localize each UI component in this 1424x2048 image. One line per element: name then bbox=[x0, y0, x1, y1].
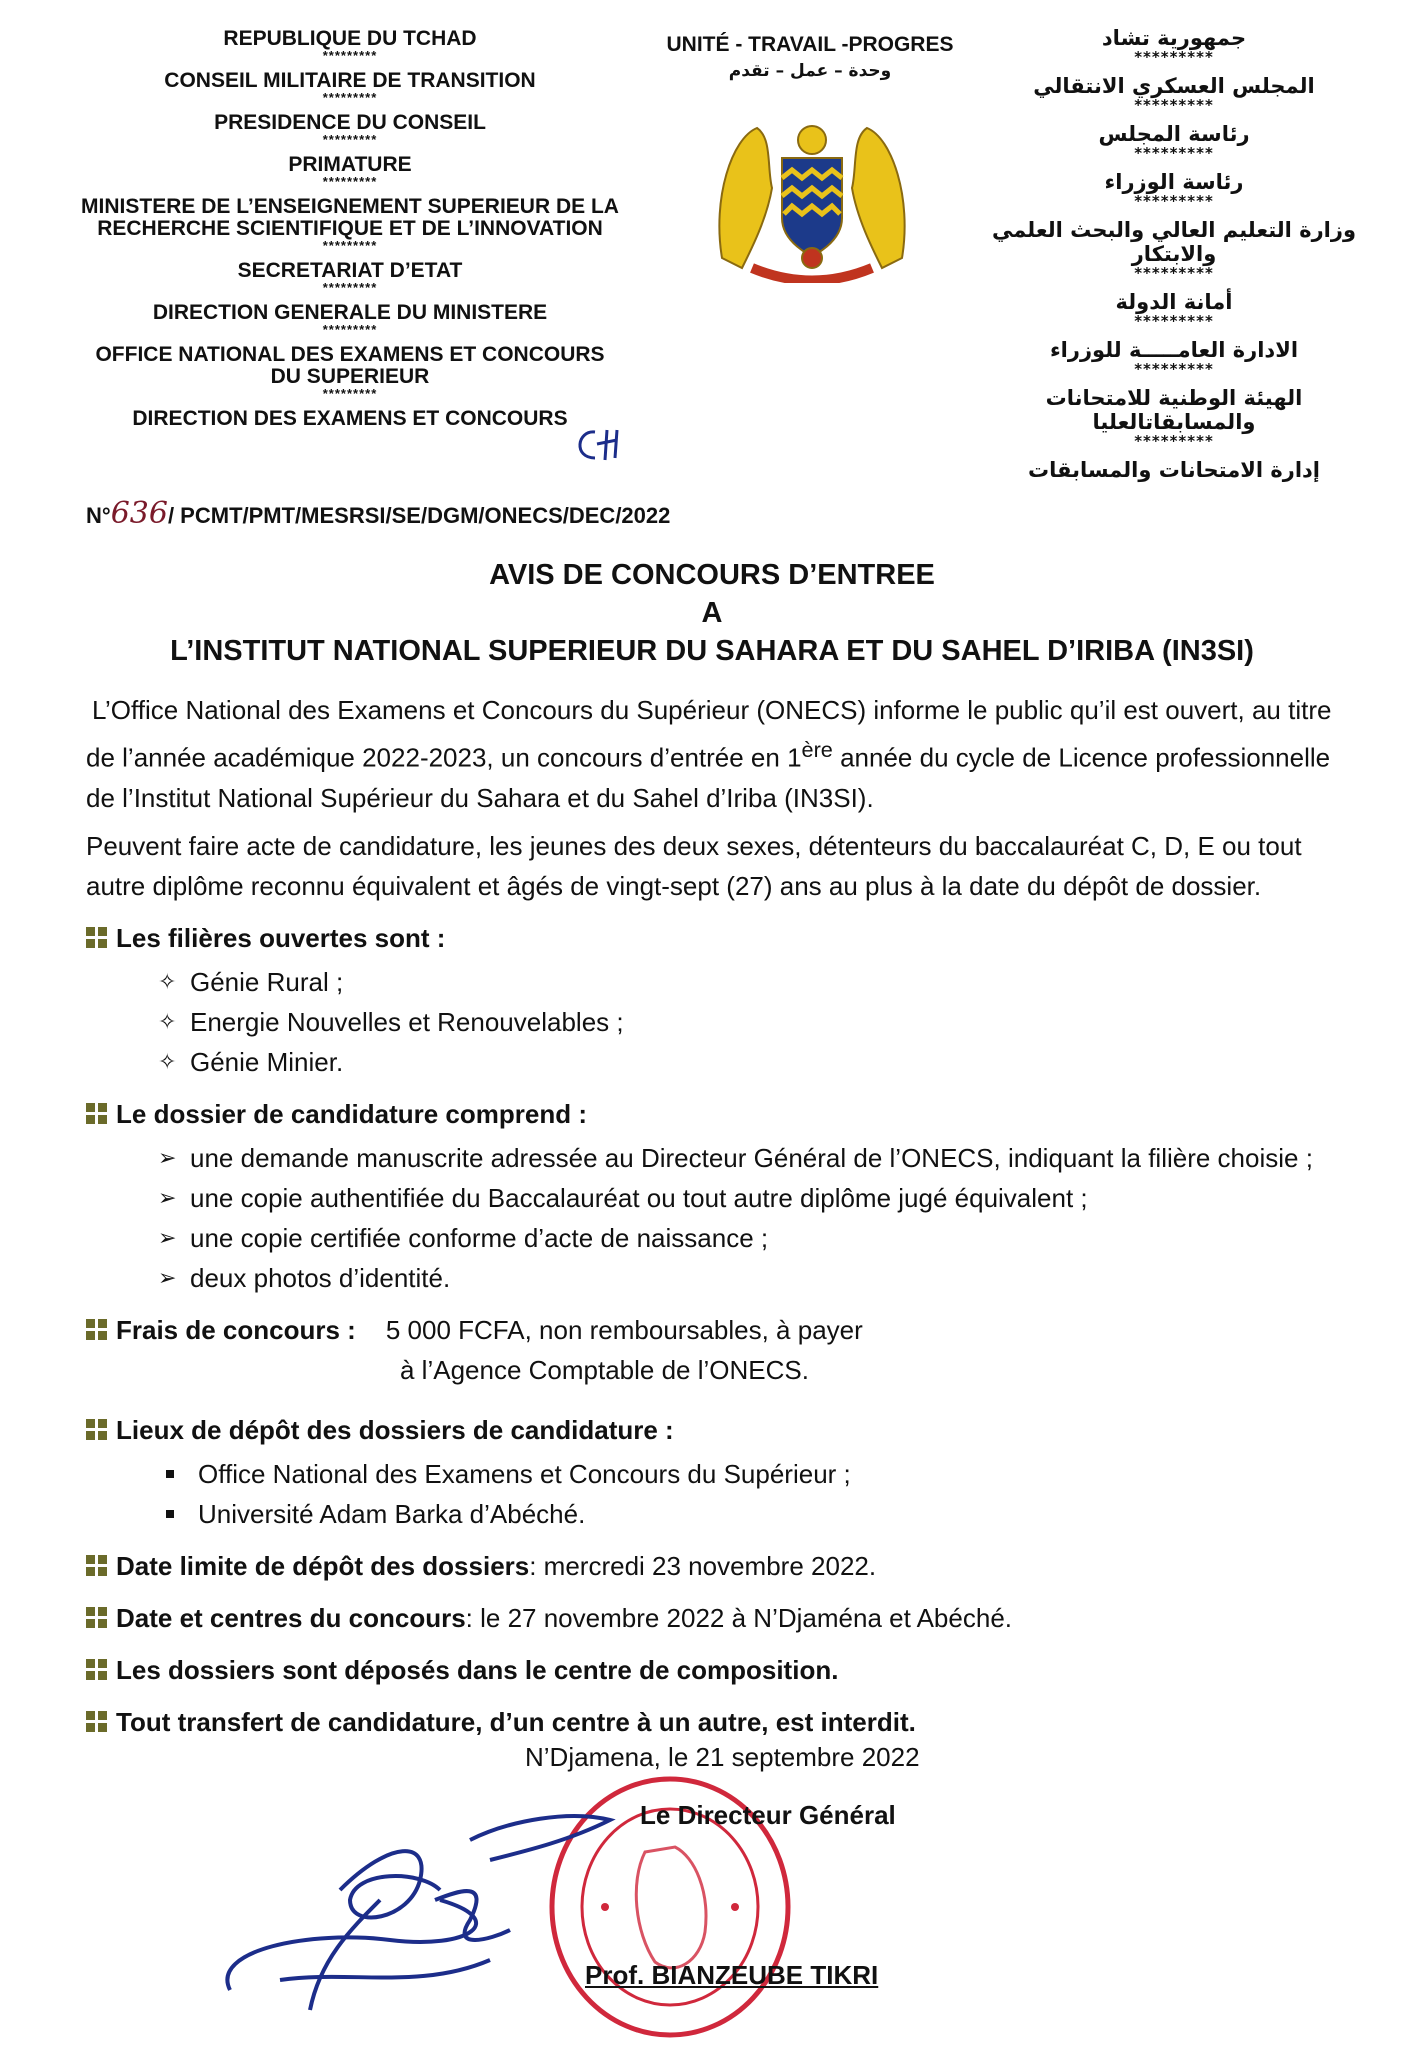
exam-date-value: : le 27 novembre 2022 à N’Djaména et Abéché. bbox=[465, 1602, 1012, 1633]
header-line-ar: الادارة العامـــــة للوزراء bbox=[1049, 338, 1299, 362]
separator: ********* bbox=[322, 280, 378, 295]
list-item bbox=[158, 962, 1346, 1002]
section-marker-icon bbox=[86, 1319, 108, 1341]
separator: ********* bbox=[322, 132, 378, 147]
list-item-text: Génie Minier. bbox=[190, 1046, 344, 1077]
section-title: Date et centres du concours bbox=[116, 1602, 466, 1633]
ref-prefix: N° bbox=[86, 503, 111, 528]
section-title: Frais de concours : bbox=[116, 1314, 356, 1345]
list-item bbox=[158, 1138, 1346, 1178]
header-line: DIRECTION GENERALE DU MINISTERE bbox=[152, 301, 548, 324]
separator: ********* bbox=[322, 322, 378, 337]
national-motto bbox=[650, 32, 970, 84]
list-item-text: Office National des Examens et Concours du Supérieur ; bbox=[198, 1458, 851, 1489]
exam-date-section bbox=[86, 1598, 1346, 1638]
separator: ********* bbox=[1134, 144, 1214, 162]
fees-section bbox=[86, 1310, 1346, 1350]
section-marker-icon bbox=[86, 1419, 108, 1441]
handwritten-mark-icon bbox=[565, 420, 625, 470]
header-line-ar: إدارة الامتحانات والمسابقات bbox=[1027, 458, 1321, 482]
header-line: CONSEIL MILITAIRE DE TRANSITION bbox=[164, 69, 536, 92]
header-line-ar: رئاسة المجلس bbox=[1098, 122, 1250, 146]
fees-amount: 5 000 FCFA, non remboursables, à payer bbox=[385, 1314, 863, 1345]
intro-text: année du cycle de Licence professionnelle de l’Institut National Supérieur du Sahara et du Sahel d’Iriba (IN3SI). bbox=[86, 742, 1331, 813]
ref-code: / PCMT/PMT/MESRSI/SE/DGM/ONECS/DEC/2022 bbox=[167, 503, 671, 528]
star-bullet-icon: ✧ bbox=[158, 968, 177, 994]
list-item bbox=[158, 1002, 1346, 1042]
handwritten-signature-icon bbox=[190, 1780, 630, 2040]
header-line: DIRECTION DES EXAMENS ET CONCOURS bbox=[132, 407, 568, 430]
filieres-list bbox=[158, 962, 1346, 1082]
list-item-text: une copie authentifiée du Baccalauréat ou tout autre diplôme jugé équivalent ; bbox=[190, 1182, 1088, 1213]
list-item bbox=[158, 1454, 1346, 1494]
intro-sup: ère bbox=[801, 737, 833, 762]
fees-payee: à l’Agence Comptable de l’ONECS. bbox=[400, 1354, 809, 1385]
header-right bbox=[974, 26, 1374, 482]
section-title: Le dossier de candidature comprend : bbox=[116, 1098, 587, 1129]
eligibility-paragraph: Peuvent faire acte de candidature, les jeunes des deux sexes, détenteurs du baccalauréat C, D, E ou tout autre diplôme reconnu équivalent et âgés de vingt-sept (27) ans au plus à la date du dépôt de dossier. bbox=[86, 830, 1302, 901]
separator: ********* bbox=[322, 238, 378, 253]
separator: ********* bbox=[322, 386, 378, 401]
section-heading bbox=[86, 1410, 1346, 1450]
section-title: Lieux de dépôt des dossiers de candidature : bbox=[116, 1414, 674, 1445]
list-item bbox=[158, 1178, 1346, 1218]
intro-paragraph bbox=[86, 690, 1346, 818]
separator: ********* bbox=[1134, 312, 1214, 330]
list-item-text: Génie Rural ; bbox=[190, 966, 344, 997]
separator: ********* bbox=[1134, 192, 1214, 210]
separator: ********* bbox=[1134, 360, 1214, 378]
separator: ********* bbox=[1134, 96, 1214, 114]
section-marker-icon bbox=[86, 927, 108, 949]
separator: ********* bbox=[1134, 48, 1214, 66]
place-and-date: N’Djamena, le 21 septembre 2022 bbox=[525, 1742, 920, 1772]
title-line: AVIS DE CONCOURS D’ENTREE bbox=[489, 559, 935, 591]
star-bullet-icon: ✧ bbox=[158, 1048, 177, 1074]
dossier-list bbox=[158, 1138, 1346, 1298]
header-line-ar: المجلس العسكري الانتقالي bbox=[1033, 74, 1315, 98]
header-line: OFFICE NATIONAL DES EXAMENS ET CONCOURS DU SUPERIEUR bbox=[95, 343, 605, 388]
header-left bbox=[80, 28, 620, 430]
list-item-text: Université Adam Barka d’Abéché. bbox=[198, 1498, 586, 1529]
arrow-bullet-icon: ➢ bbox=[158, 1224, 177, 1250]
header-line-ar: أمانة الدولة bbox=[1115, 290, 1233, 314]
separator: ********* bbox=[322, 174, 378, 189]
note-section bbox=[86, 1702, 1346, 1742]
motto-fr: UNITÉ - TRAVAIL -PROGRES bbox=[666, 33, 954, 56]
header-line: MINISTERE DE L’ENSEIGNEMENT SUPERIEUR DE LA RECHERCHE SCIENTIFIQUE ET DE L’INNOVATION bbox=[81, 195, 619, 240]
star-bullet-icon: ✧ bbox=[158, 1008, 177, 1034]
ref-handwritten-number: 636 bbox=[110, 496, 168, 531]
header-line-ar: رئاسة الوزراء bbox=[1104, 170, 1244, 194]
square-bullet-icon bbox=[166, 1510, 174, 1518]
section-marker-icon bbox=[86, 1607, 108, 1629]
section-marker-icon bbox=[86, 1103, 108, 1125]
list-item-text: une demande manuscrite adressée au Directeur Général de l’ONECS, indiquant la filière choisie ; bbox=[190, 1142, 1313, 1173]
title-line: A bbox=[701, 597, 723, 629]
section-title: Les dossiers sont déposés dans le centre de composition. bbox=[116, 1654, 839, 1685]
document-body bbox=[86, 690, 1346, 1742]
note-section bbox=[86, 1650, 1346, 1690]
motto-ar: وحدة – عمل – تقدم bbox=[728, 61, 892, 81]
intro-text: L’Office National des Examens et Concours du Supérieur (ONECS) informe le public qu’il est ouvert, au titre de l’année académique 2022-2023, un concours d’entrée en 1 bbox=[86, 695, 1332, 773]
header-line-ar: جمهورية تشاد bbox=[1101, 26, 1247, 50]
separator: ********* bbox=[322, 48, 378, 63]
section-heading bbox=[86, 1094, 1346, 1134]
signatory-name: Prof. BIANZEUBE TIKRI bbox=[585, 1960, 879, 1990]
arrow-bullet-icon: ➢ bbox=[158, 1184, 177, 1210]
signatory-title: Le Directeur Général bbox=[640, 1800, 896, 1830]
deadline-value: : mercredi 23 novembre 2022. bbox=[529, 1550, 877, 1581]
square-bullet-icon bbox=[166, 1470, 174, 1478]
header-line: PRIMATURE bbox=[288, 153, 412, 176]
title-line: L’INSTITUT NATIONAL SUPERIEUR DU SAHARA ET DU SAHEL D’IRIBA (IN3SI) bbox=[170, 635, 1254, 667]
section-marker-icon bbox=[86, 1659, 108, 1681]
header-line-ar: الهيئة الوطنية للامتحانات والمسابقاتالعليا bbox=[1045, 386, 1303, 434]
section-title: Tout transfert de candidature, d’un centre à un autre, est interdit. bbox=[116, 1706, 916, 1737]
separator: ********* bbox=[1134, 432, 1214, 450]
separator: ********* bbox=[1134, 264, 1214, 282]
section-heading bbox=[86, 918, 1346, 958]
list-item bbox=[158, 1258, 1346, 1298]
list-item-text: une copie certifiée conforme d’acte de naissance ; bbox=[190, 1222, 769, 1253]
section-title: Date limite de dépôt des dossiers bbox=[116, 1550, 530, 1581]
arrow-bullet-icon: ➢ bbox=[158, 1264, 177, 1290]
section-title: Les filières ouvertes sont : bbox=[116, 922, 446, 953]
section-marker-icon bbox=[86, 1555, 108, 1577]
header-line-ar: وزارة التعليم العالي والبحث العلمي والابتكار bbox=[991, 218, 1357, 266]
lieux-list bbox=[158, 1454, 1346, 1534]
list-item bbox=[158, 1494, 1346, 1534]
reference-number bbox=[86, 496, 670, 531]
separator: ********* bbox=[322, 90, 378, 105]
header-line: REPUBLIQUE DU TCHAD bbox=[223, 27, 477, 50]
section-marker-icon bbox=[86, 1711, 108, 1733]
document-title bbox=[0, 556, 1424, 670]
arrow-bullet-icon: ➢ bbox=[158, 1144, 177, 1170]
list-item bbox=[158, 1218, 1346, 1258]
list-item bbox=[158, 1042, 1346, 1082]
header-line: PRESIDENCE DU CONSEIL bbox=[214, 111, 486, 134]
list-item-text: deux photos d’identité. bbox=[190, 1262, 451, 1293]
deadline-section bbox=[86, 1546, 1346, 1586]
list-item-text: Energie Nouvelles et Renouvelables ; bbox=[190, 1006, 624, 1037]
coat-of-arms-icon bbox=[712, 108, 912, 283]
header-line: SECRETARIAT D’ETAT bbox=[237, 259, 463, 282]
